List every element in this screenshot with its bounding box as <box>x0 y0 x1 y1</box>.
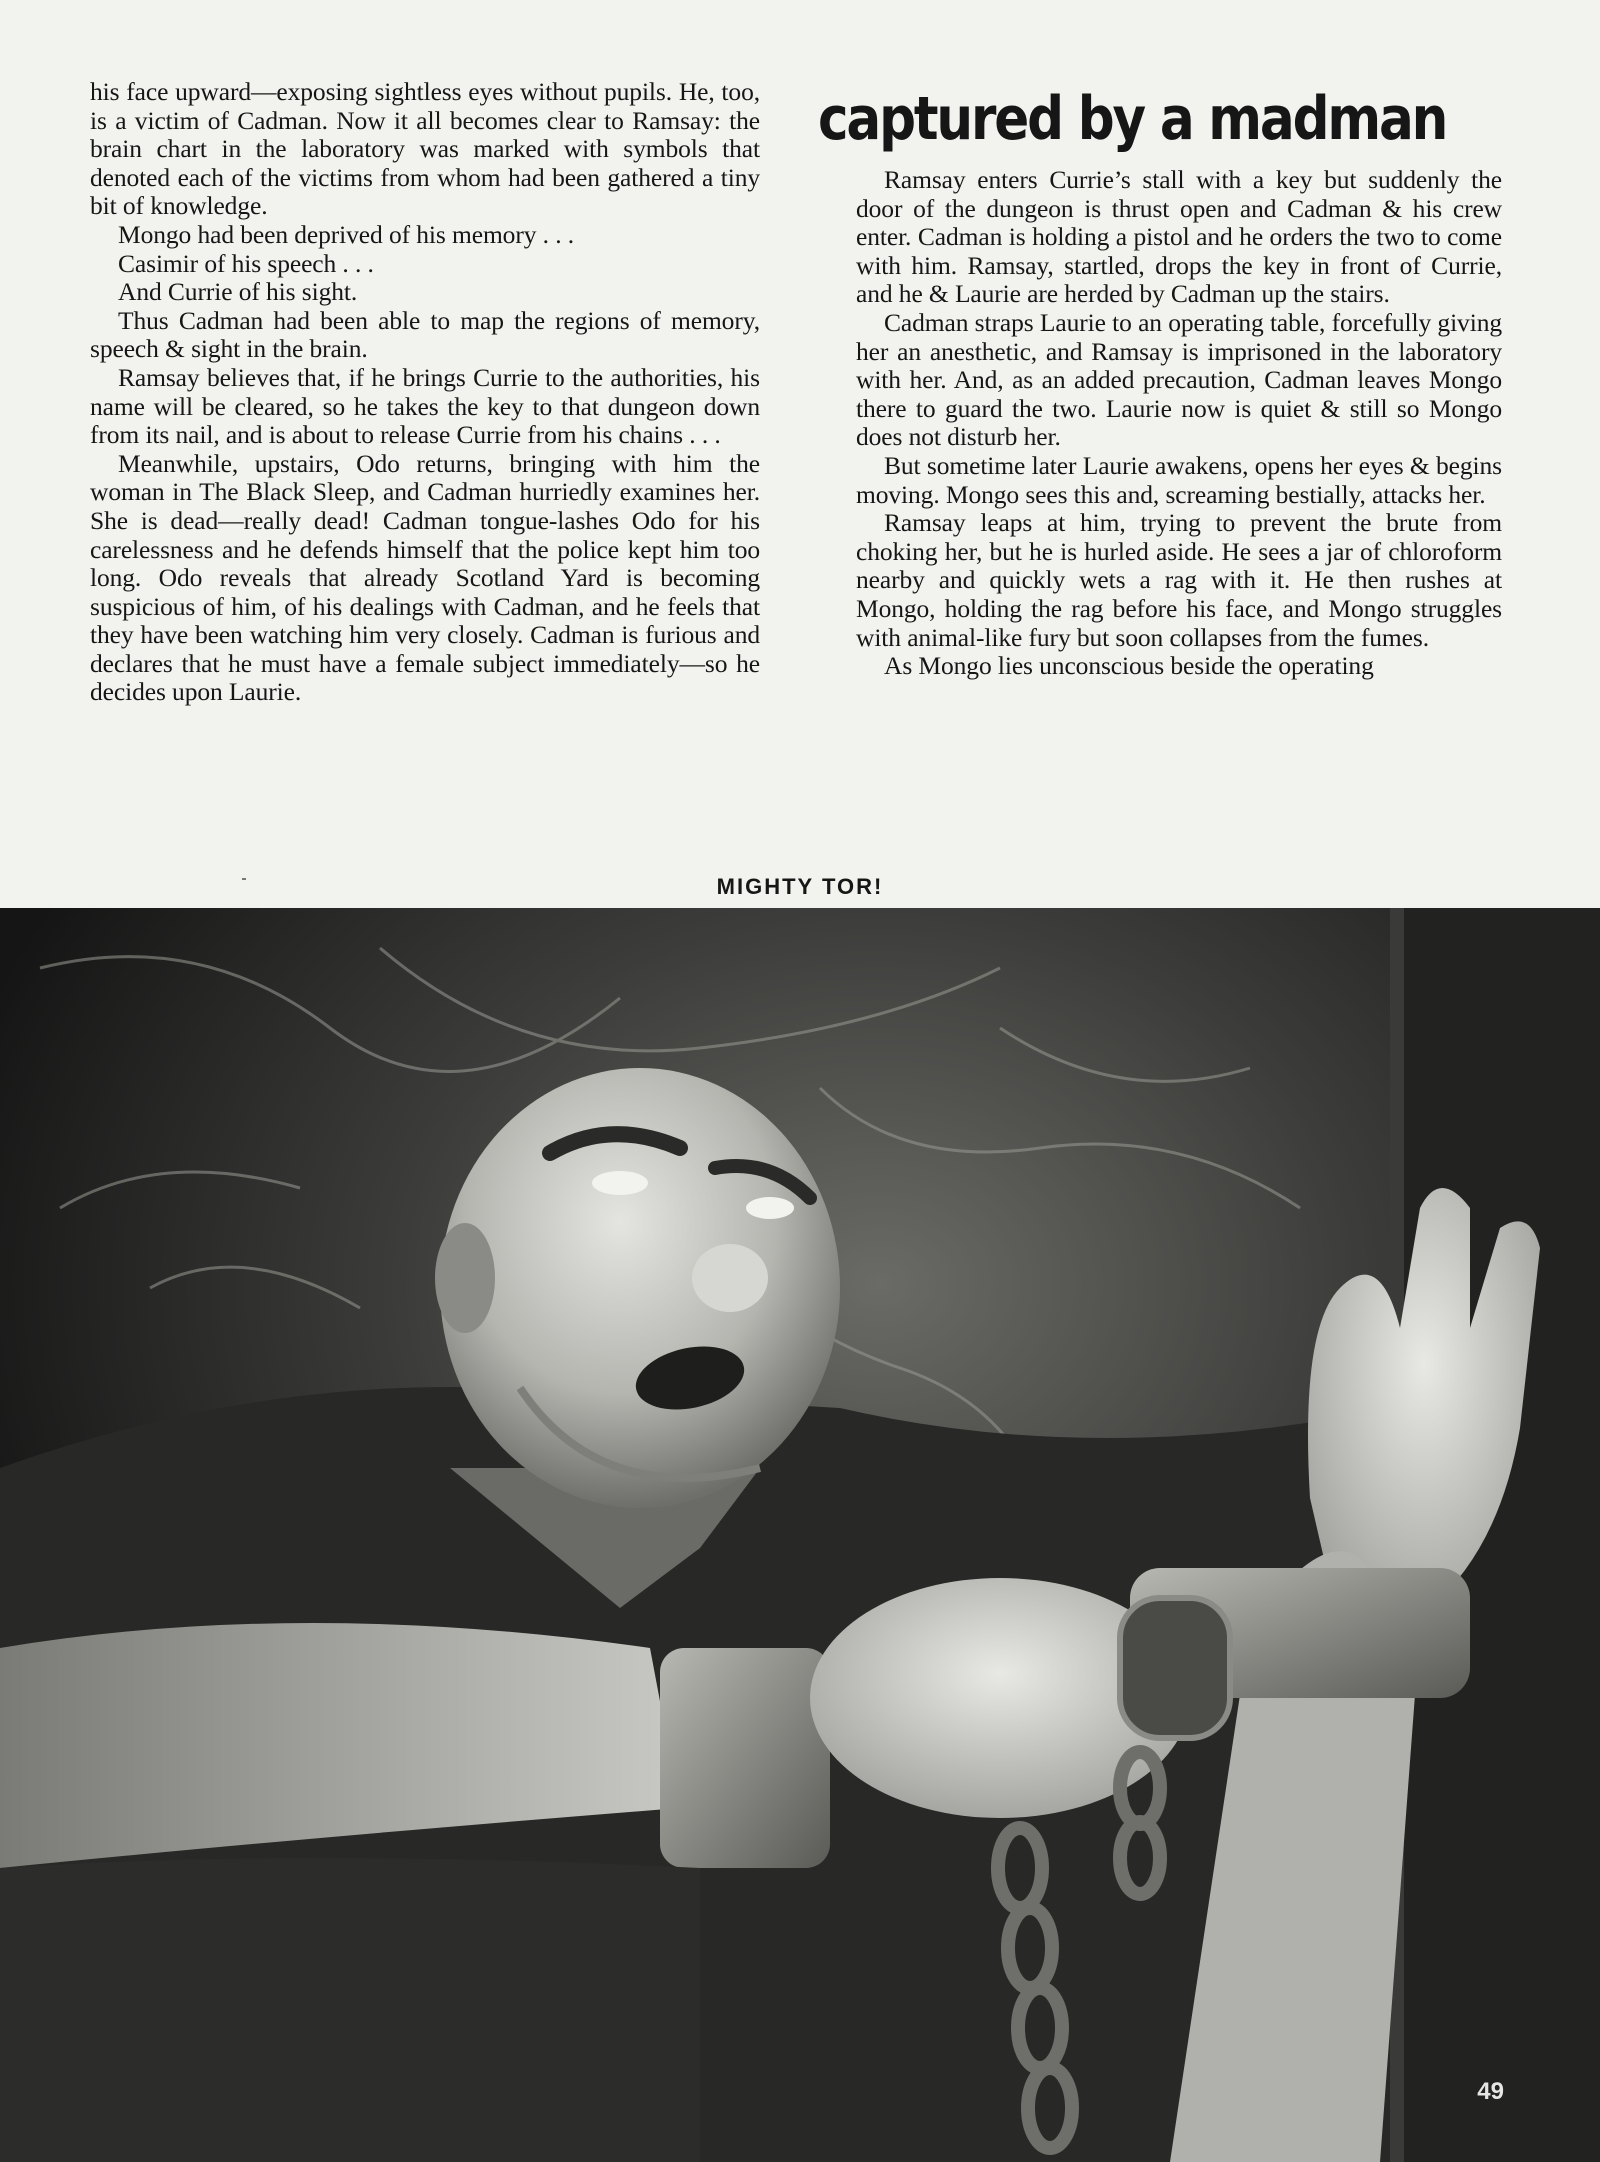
page-number: 49 <box>1477 2078 1504 2105</box>
ear <box>435 1223 495 1333</box>
paragraph: But sometime later Laurie awakens, opens her eyes & begins moving. Mongo sees this and, screaming bestially, attacks her. <box>856 450 1502 509</box>
photo-illustration <box>0 908 1600 2162</box>
article-text-area <box>0 0 1600 900</box>
paragraph: Ramsay believes that, if he brings Currie to the authorities, his name will be cleared, so he takes the key to that dungeon down from its nail, and is about to release Currie from his chains . . . <box>90 362 760 450</box>
paragraph: Ramsay enters Currie’s stall with a key but suddenly the door of the dungeon is thrust open and Cadman & his crew enter. Cadman is holding a pistol and he orders the two to come with him. Ramsay, startled, drops the key in front of Currie, and he & Laurie are herded by Cadman up the stairs. <box>856 165 1502 309</box>
sightless-eye <box>592 1171 648 1195</box>
paragraph: Thus Cadman had been able to map the regions of memory, speech & sight in the brain. <box>90 305 760 364</box>
left-column <box>90 78 760 707</box>
padlock <box>1120 1598 1230 1738</box>
right-column <box>856 166 1502 681</box>
paragraph: And Currie of his sight. <box>118 277 358 307</box>
paragraph: Casimir of his speech . . . <box>118 248 374 278</box>
paragraph: Ramsay leaps at him, trying to prevent the brute from choking her, but he is hurled aside. He sees a jar of chloroform nearby and quickly wets a rag with it. He then rushes at Mongo, holding the rag before his face, and Mongo struggles with animal-like fury but soon collapses from the fumes. <box>856 508 1502 652</box>
nose <box>692 1244 768 1312</box>
paragraph: Mongo had been deprived of his memory . . . <box>118 219 575 249</box>
arm-shackle <box>660 1648 830 1868</box>
sightless-eye <box>746 1197 794 1219</box>
chained-man-photo <box>0 908 1600 2162</box>
photo-caption: MIGHTY TOR! <box>716 874 884 899</box>
paragraph: his face upward—exposing sightless eyes without pupils. He, too, is a victim of Cadman. Now it all becomes clear to Ramsay: the brain chart in the laboratory was marked with symbols that denoted each of the victims from whom had been gathered a tiny bit of knowledge. <box>90 77 760 221</box>
paragraph: As Mongo lies unconscious beside the operating <box>884 651 1374 681</box>
paragraph: Meanwhile, upstairs, Odo returns, bringing with him the woman in The Black Sleep, and Cadman hurriedly examines her. She is dead—really dead! Cadman tongue-lashes Odo for his carelessness and he defends himself that the police kept him too long. Odo reveals that already Scotland Yard is becoming suspicious of him, of his dealings with Cadman, and he feels that they have been watching him very closely. Cadman is furious and declares that he must have a female subject immediately—so he decides upon Laurie. <box>90 448 760 707</box>
paragraph: Cadman straps Laurie to an operating table, forcefully giving her an anesthetic, and Ramsay is imprisoned in the laboratory with her. And, as an added precaution, Cadman leaves Mongo there to guard the two. Laurie now is quiet & still so Mongo does not disturb her. <box>856 307 1502 452</box>
article-headline: captured by a madman <box>818 84 1447 154</box>
